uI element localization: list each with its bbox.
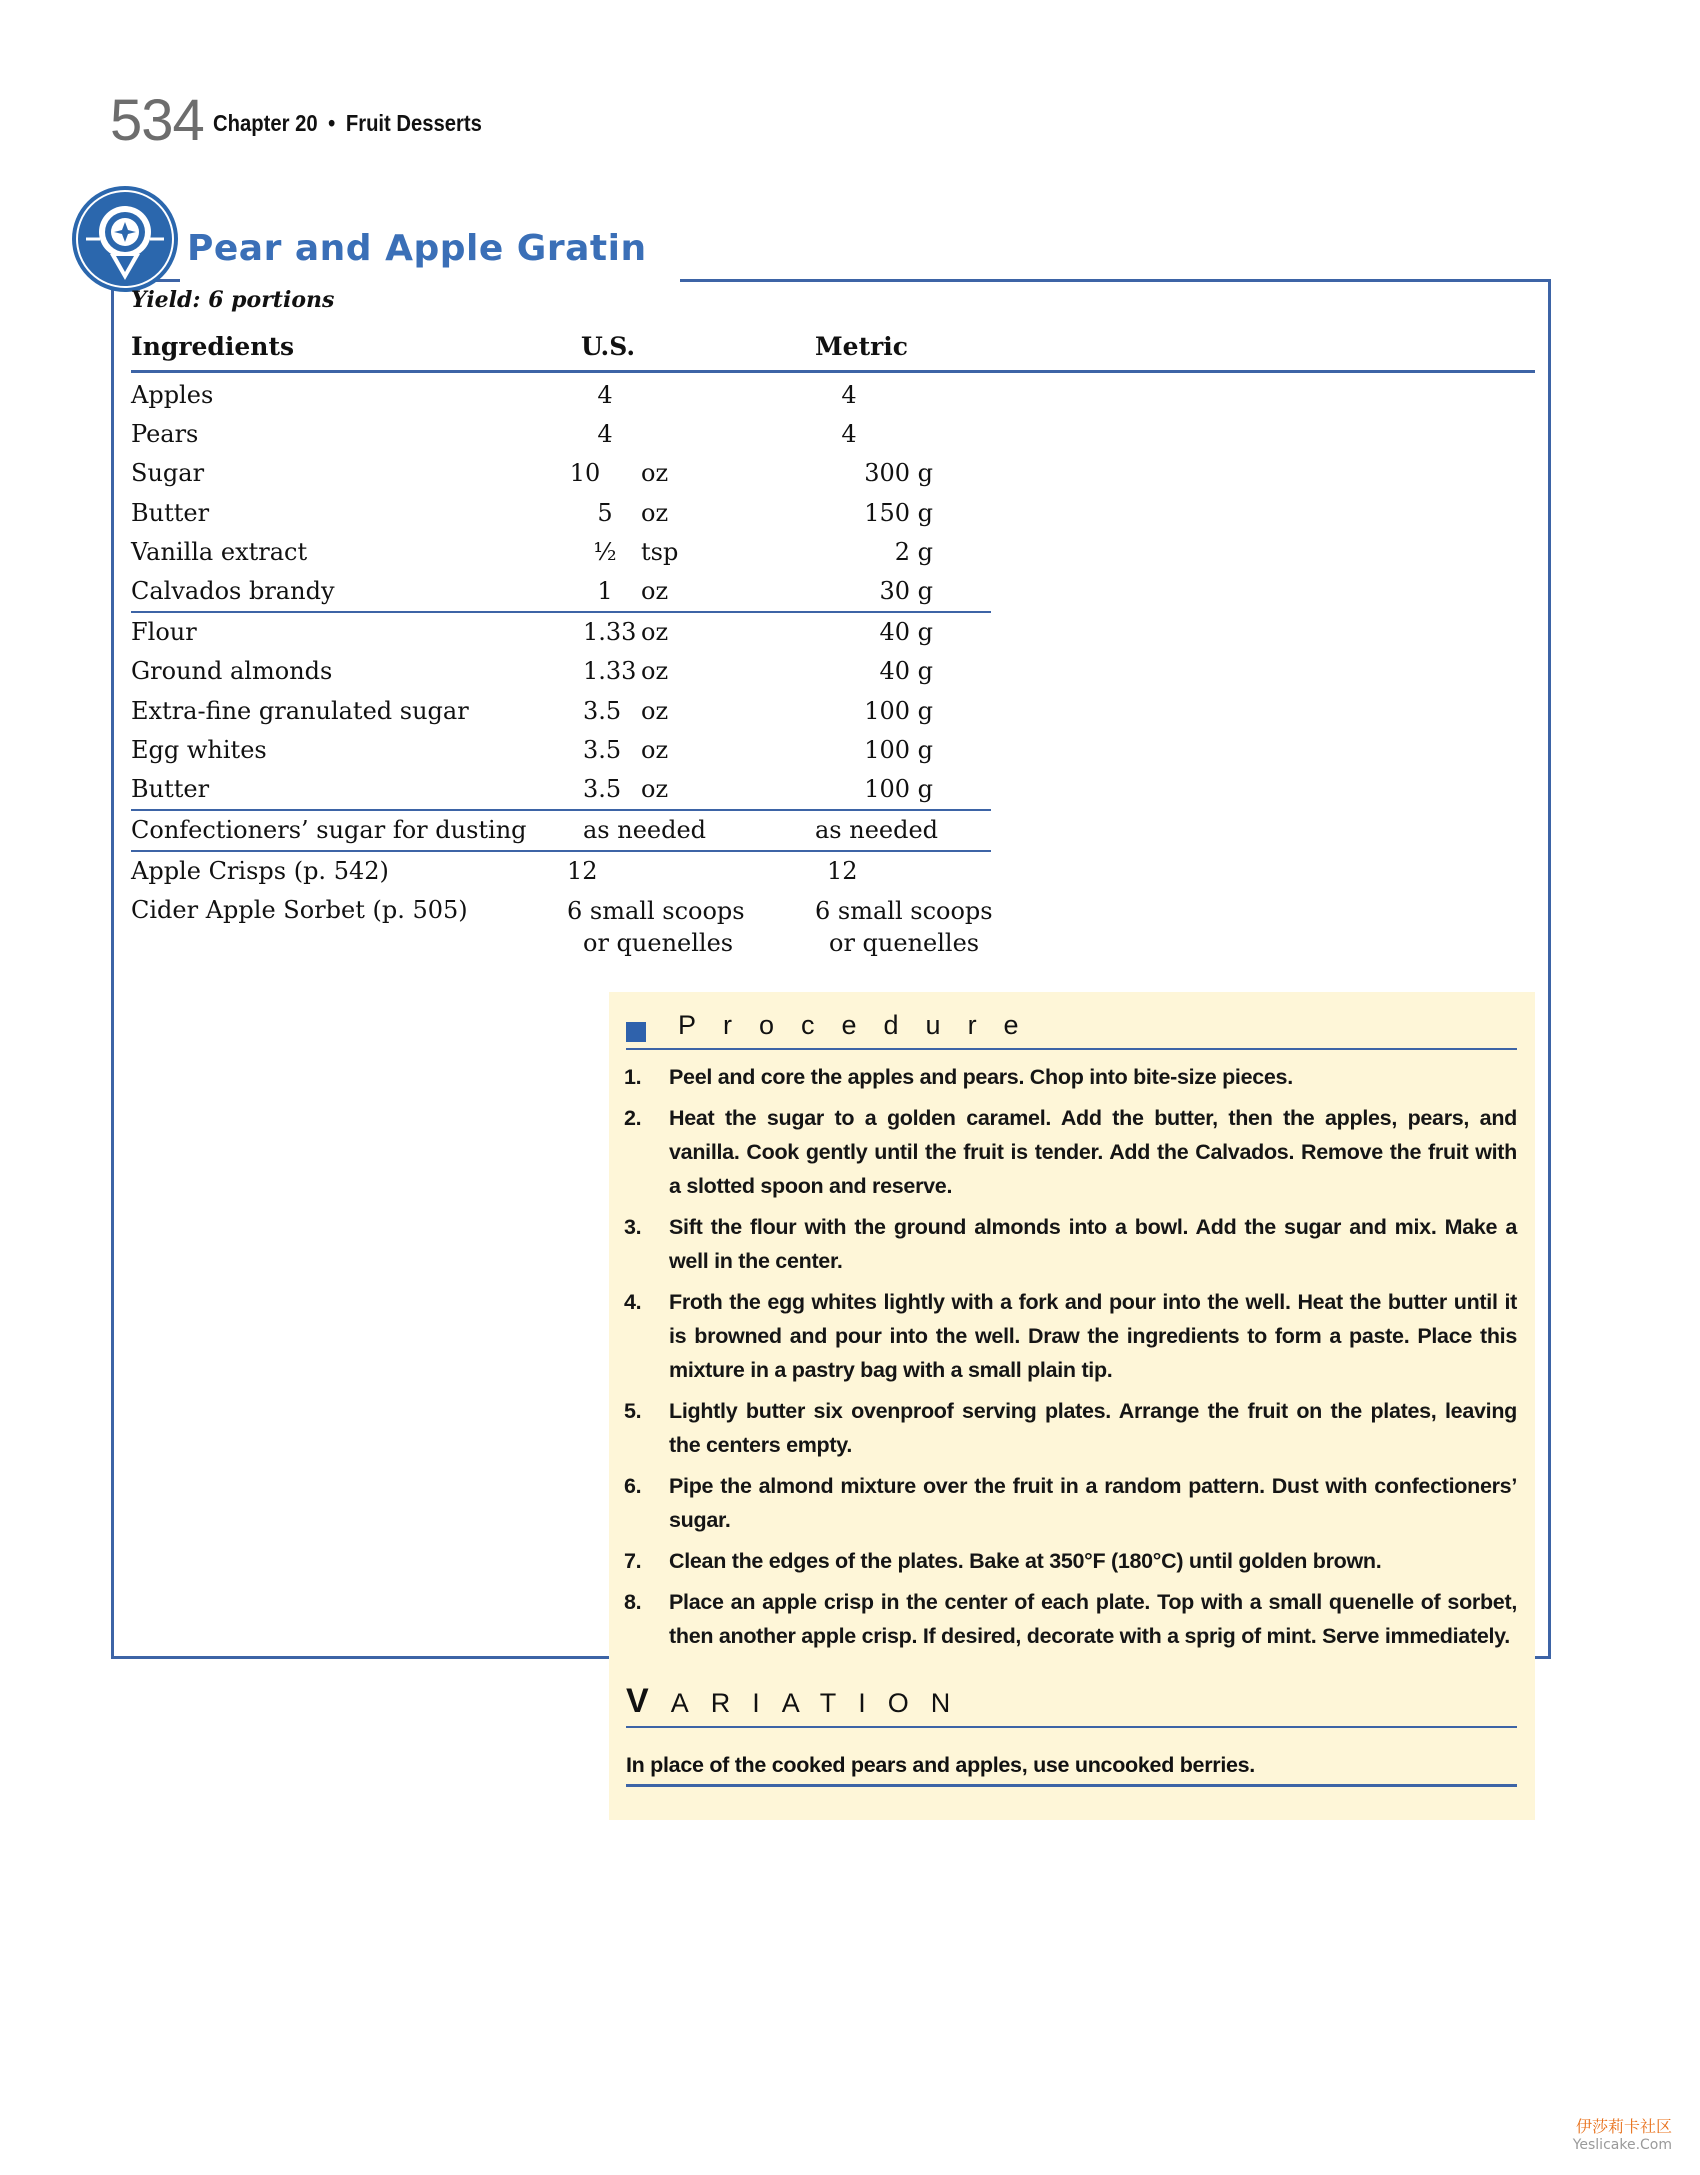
variation-heading — [626, 1682, 1517, 1728]
step-number: 8. — [624, 1590, 642, 1614]
procedure-panel — [609, 992, 1535, 1820]
step-number: 4. — [624, 1290, 642, 1314]
procedure-title: Procedure — [678, 1010, 1046, 1040]
ingredient-us-qty: 1 — [597, 576, 613, 605]
ingredient-name: Calvados brandy — [131, 576, 335, 605]
ingredient-metric: 100 g — [864, 735, 933, 764]
metric-column-header: Metric — [815, 332, 909, 361]
ingredient-row — [131, 494, 991, 533]
ingredient-us-unit: oz — [641, 735, 669, 764]
variation-title-rest: ARIATION — [670, 1688, 973, 1718]
ingredient-name: Apple Crisps (p. 542) — [131, 857, 389, 886]
ingredient-row — [131, 652, 991, 691]
procedure-step — [624, 1394, 1517, 1462]
ingredient-us-qty: 1.33 — [583, 618, 637, 647]
ingredient-us-qty: 12 — [567, 857, 598, 886]
ingredient-metric: 100 g — [864, 774, 933, 803]
square-bullet-icon — [626, 1022, 646, 1042]
step-text: Lightly butter six ovenproof serving plates. Arrange the fruit on the plates, leaving the centers empty. — [669, 1399, 1517, 1457]
ingredient-name: Butter — [131, 498, 210, 527]
ingredient-us-qty-line2: or quenelles — [583, 929, 734, 958]
step-text: Place an apple crisp in the center of each plate. Top with a small quenelle of sorbet, then another apple crisp. If desired, decorate with a sprig of mint. Serve immediately. — [669, 1590, 1517, 1648]
ingredient-name: Apples — [131, 381, 214, 409]
recipe-yield: Yield: 6 portions — [131, 287, 335, 313]
ingredient-us-qty: as needed — [583, 816, 707, 845]
procedure-step — [624, 1101, 1517, 1203]
step-text: Peel and core the apples and pears. Chop into bite-size pieces. — [669, 1065, 1293, 1089]
ingredient-name: Extra-fine granulated sugar — [131, 696, 469, 725]
ingredient-name: Sugar — [131, 459, 205, 488]
watermark-line-1: 伊莎莉卡社区 — [1575, 2117, 1672, 2136]
ingredient-metric: 300 g — [864, 459, 933, 488]
ingredient-us-qty: 1.33 — [583, 657, 637, 686]
school-seal-icon — [72, 186, 178, 292]
ingredient-us-unit: oz — [641, 618, 669, 647]
ingredient-us-qty: 4 — [597, 381, 613, 409]
ingredient-metric: 100 g — [864, 696, 933, 725]
section-label: Fruit Desserts — [345, 110, 482, 136]
ingredient-row — [131, 376, 991, 415]
procedure-step — [624, 1469, 1517, 1537]
ingredient-us-unit: oz — [641, 657, 669, 686]
ingredient-us-qty: 10 — [569, 459, 601, 488]
ingredient-row — [131, 811, 991, 852]
ingredient-metric: 40 g — [879, 618, 933, 647]
ingredient-row — [131, 572, 991, 613]
ingredient-us-unit: tsp — [641, 537, 679, 566]
procedure-step — [624, 1060, 1517, 1094]
page-number: 534 — [110, 88, 204, 153]
ingredient-row — [131, 415, 991, 454]
procedure-steps — [624, 1060, 1517, 1660]
ingredient-us-unit: oz — [641, 576, 669, 605]
frame-gap — [180, 272, 680, 284]
step-number: 6. — [624, 1474, 642, 1498]
ingredient-row — [131, 731, 991, 770]
ingredient-metric: 150 g — [864, 498, 933, 527]
ingredient-name: Ground almonds — [131, 657, 333, 686]
recipe-title: Pear and Apple Gratin — [187, 228, 647, 269]
ingredient-row — [131, 852, 991, 891]
ingredient-name: Pears — [131, 420, 199, 449]
ingredient-us-qty: 3.5 — [583, 696, 622, 725]
ingredient-metric: as needed — [815, 816, 939, 845]
ingredient-metric: 40 g — [879, 657, 933, 686]
ingredient-metric-line2: or quenelles — [829, 929, 980, 958]
procedure-step — [624, 1285, 1517, 1387]
bullet-separator: • — [328, 110, 336, 136]
variation-title — [626, 1682, 972, 1721]
ingredient-metric: 30 g — [879, 576, 933, 605]
ingredient-us-qty: 3.5 — [583, 735, 622, 764]
ingredient-us-qty: ½ — [593, 537, 617, 566]
ingredient-row — [131, 533, 991, 572]
step-number: 3. — [624, 1215, 642, 1239]
step-number: 2. — [624, 1106, 642, 1130]
step-text: Sift the flour with the ground almonds into a bowl. Add the sugar and mix. Make a well in the center. — [669, 1215, 1517, 1273]
ingredient-name: Vanilla extract — [131, 537, 308, 566]
ingredient-name: Cider Apple Sorbet (p. 505) — [131, 896, 468, 925]
step-number: 5. — [624, 1399, 642, 1423]
ingredient-us-qty-line1: 6 small scoops — [567, 897, 745, 926]
procedure-step — [624, 1544, 1517, 1578]
ingredient-row — [131, 613, 991, 652]
ingredients-header — [131, 330, 1535, 373]
ingredient-us-qty: 5 — [597, 498, 613, 527]
step-text: Pipe the almond mixture over the fruit in a random pattern. Dust with confectioners’ sugar. — [669, 1474, 1517, 1532]
ingredient-us-qty: 3.5 — [583, 774, 622, 803]
chapter-label: Chapter 20 — [213, 110, 318, 136]
ingredient-us-unit: oz — [641, 696, 669, 725]
ingredients-table — [131, 376, 991, 963]
ingredient-us-qty: 4 — [597, 420, 613, 449]
us-column-header: U.S. — [581, 332, 636, 361]
step-number: 7. — [624, 1549, 642, 1573]
procedure-heading — [626, 1008, 1517, 1050]
ingredient-metric: 4 — [841, 381, 857, 409]
ingredient-us-unit: oz — [641, 774, 669, 803]
variation-text: In place of the cooked pears and apples, use uncooked berries. — [626, 1750, 1517, 1787]
ingredient-name: Confectioners’ sugar for dusting — [131, 816, 527, 845]
ingredient-name: Butter — [131, 774, 210, 803]
step-text: Heat the sugar to a golden caramel. Add the butter, then the apples, pears, and vanilla. Cook gently until the fruit is tender. Add the Calvados. Remove the fruit with a slotted spoon and reserve. — [669, 1106, 1517, 1198]
ingredient-metric: 12 — [827, 857, 858, 886]
ingredient-us-unit: oz — [641, 459, 669, 488]
watermark-line-2: Yeslicake.Com — [1572, 2137, 1672, 2153]
ingredient-metric-line1: 6 small scoops — [815, 897, 993, 926]
ingredients-column-header: Ingredients — [131, 332, 295, 361]
procedure-step — [624, 1210, 1517, 1278]
ingredient-metric: 2 g — [894, 537, 933, 566]
variation-title-initial: V — [626, 1682, 671, 1720]
step-text: Froth the egg whites lightly with a fork and pour into the well. Heat the butter until it is browned and pour into the well. Draw the ingredients to form a paste. Place this mixture in a pastry bag with a small plain tip. — [669, 1290, 1517, 1382]
ingredient-row — [131, 692, 991, 731]
site-watermark — [1573, 2114, 1672, 2153]
step-text: Clean the edges of the plates. Bake at 350°F (180°C) until golden brown. — [669, 1549, 1382, 1573]
running-head — [213, 110, 482, 137]
procedure-step — [624, 1585, 1517, 1653]
ingredient-name: Egg whites — [131, 735, 267, 764]
ingredient-row — [131, 454, 991, 493]
ingredient-us-unit: oz — [641, 498, 669, 527]
ingredient-name: Flour — [131, 618, 197, 647]
ingredient-row — [131, 891, 991, 963]
ingredient-metric: 4 — [841, 420, 857, 449]
ingredient-row — [131, 770, 991, 811]
step-number: 1. — [624, 1065, 642, 1089]
